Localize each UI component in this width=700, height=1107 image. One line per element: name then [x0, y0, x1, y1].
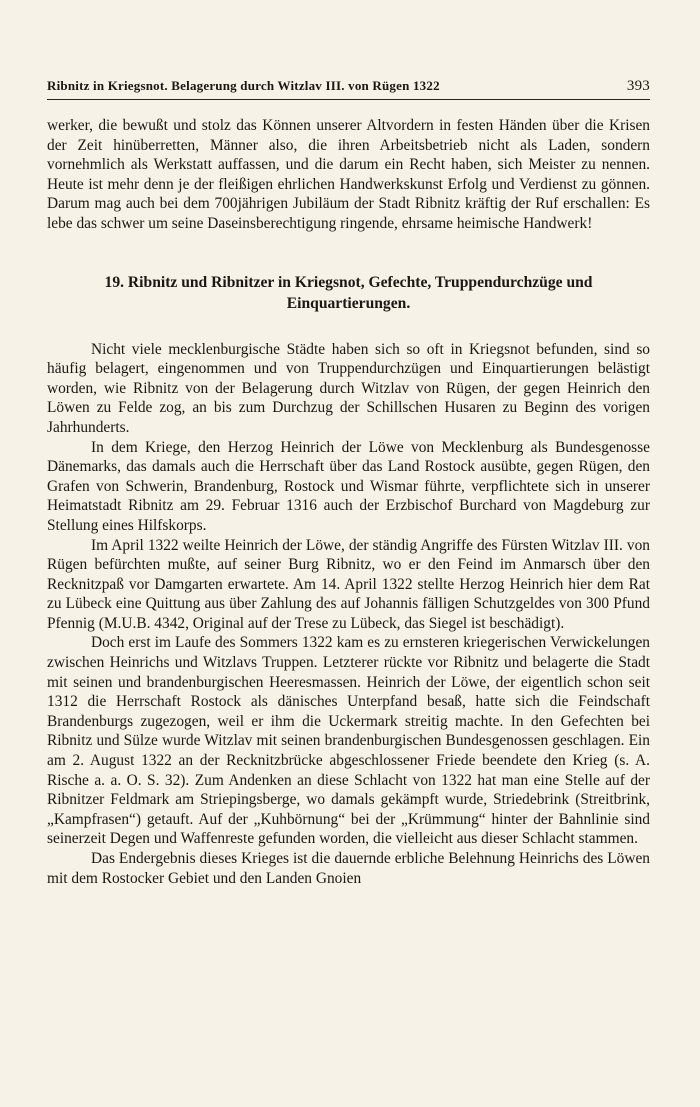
- paragraph: Nicht viele mecklenburgische Städte haben sich so oft in Kriegsnot befunden, sind so häufig belagert, eingenommen und von Truppendurchzügen und Einquartierungen belästigt worden, wie Ribnitz von der Belagerung durch Witzlav von Rügen, der gegen Heinrich den Löwen zu Felde zog, an bis zum Durchzug der Schillschen Husaren zu Beginn des vorigen Jahrhunderts.: [47, 340, 650, 436]
- paragraph-continued: werker, die bewußt und stolz das Können unserer Altvordern in festen Händen über die Krisen der Zeit hinüberretten, Männer also, die ihren Arbeitsbetrieb nicht als Laden, sondern vornehmlich als Werkstatt auffassen, und die darum ein Recht haben, sich Meister zu nennen. Heute ist mehr denn je der fleißigen ehrlichen Handwerkskunst Erfolg und Verdienst zu gönnen. Darum mag auch bei dem 700jährigen Jubiläum der Stadt Ribnitz kräftig der Ruf erschallen: Es lebe das schwer um seine Daseinsberechtigung ringende, ehrsame heimische Handwerk!: [47, 117, 650, 232]
- running-head: [47, 78, 650, 100]
- page-number: 393: [626, 78, 650, 94]
- section-heading: 19. Ribnitz und Ribnitzer in Kriegsnot, Gefechte, Truppendurchzüge und Einquartierungen.: [104, 273, 593, 312]
- paragraph: Doch erst im Laufe des Sommers 1322 kam es zu ernsteren kriegerischen Verwickelungen zwischen Heinrichs und Witzlavs Truppen. Letzterer rückte vor Ribnitz und belagerte die Stadt mit seinen und brandenburgischen Heeresmassen. Heinrich der Löwe, der eigentlich schon seit 1312 die Herrschaft Rostock als dänisches Unterpfand besaß, hatte sich die Feindschaft Brandenburgs zugezogen, weil er ihm die Uckermark streitig machte. In den Gefechten bei Ribnitz und Sülze wurde Witzlav mit seinen brandenburgischen Bundesgenossen geschlagen. Ein am 2. August 1322 an der Recknitzbrücke abgeschlossener Friede beendete den Krieg (s. A. Rische a. a. O. S. 32). Zum Andenken an diese Schlacht von 1322 hat man eine Stelle auf der Ribnitzer Feldmark am Striepingsberge, wo damals gekämpft wurde, Striedebrink (Streitbrink, „Kampfrasen“) getauft. Auf der „Kuhbörnung“ bei der „Krümmung“ hinter der Bahnlinie sind seinerzeit Degen und Waffenreste gefunden worden, die vielleicht aus dieser Schlacht stammen.: [47, 634, 650, 848]
- spacer: [47, 234, 650, 272]
- paragraph: In dem Kriege, den Herzog Heinrich der Löwe von Mecklenburg als Bundesgenosse Dänemarks, das damals auch die Herrschaft über das Land Rostock ausübte, gegen Rügen, den Grafen von Schwerin, Brandenburg, Rostock und Wismar führte, verpflichtete sich in unserer Heimatstadt Ribnitz am 29. Februar 1316 auch der Erzbischof Burchard von Magdeburg zur Stellung eines Hilfskorps.: [47, 438, 650, 534]
- running-title: Ribnitz in Kriegsnot. Belagerung durch Witzlav III. von Rügen 1322: [47, 78, 440, 93]
- spacer: [47, 314, 650, 340]
- paragraph: Das Endergebnis dieses Krieges ist die dauernde erbliche Belehnung Heinrichs des Löwen mit dem Rostocker Gebiet und den Landen Gnoien: [47, 850, 650, 887]
- paragraph: Im April 1322 weilte Heinrich der Löwe, der ständig Angriffe des Fürsten Witzlav III. von Rügen befürchten mußte, auf seiner Burg Ribnitz, wo er den Feind im Anmarsch über den Recknitzpaß vor Damgarten erwartete. Am 14. April 1322 stellte Herzog Heinrich hier dem Rat zu Lübeck eine Quittung aus über Zahlung des auf Johannis fälligen Schutzgeldes von 300 Pfund Pfennig (M.U.B. 4342, Original auf der Trese zu Lübeck, das Siegel ist beschädigt).: [47, 536, 650, 632]
